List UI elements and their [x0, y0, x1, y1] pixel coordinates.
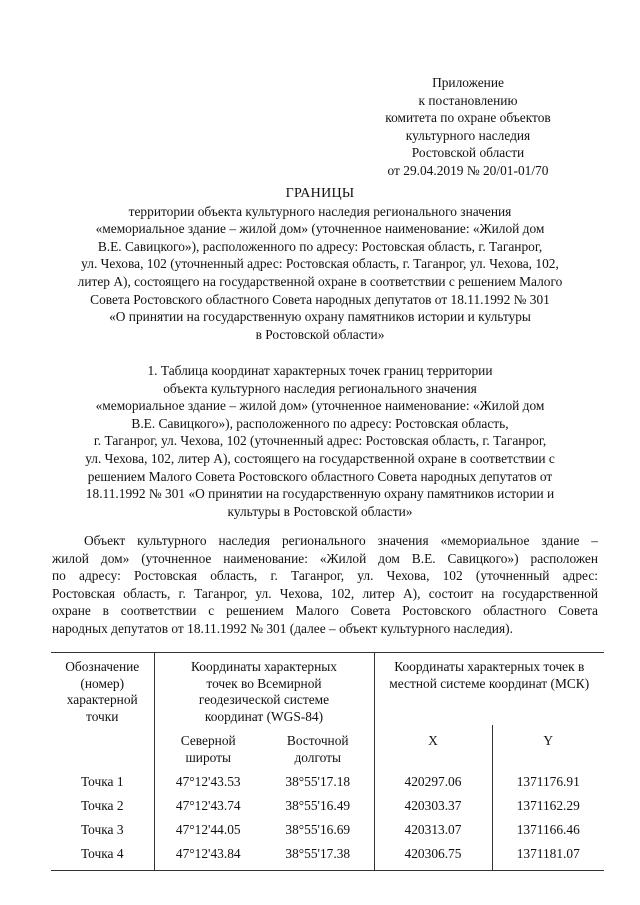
section-line: 1. Таблица координат характерных точек границ территории — [147, 363, 493, 378]
subheader-x: X — [428, 733, 438, 748]
subheader-y-cell — [492, 725, 604, 774]
paragraph-line: народных депутатов от 18.11.1992 № 301 (далее – объект культурного наследия). — [52, 620, 513, 636]
subheader-x-cell — [374, 725, 492, 774]
section-line: 18.11.1992 № 301 «О принятии на государственную охрану памятников истории и — [85, 486, 555, 502]
table-row — [51, 798, 604, 822]
y-cell: 1371176.91 — [516, 774, 580, 789]
table-row — [51, 822, 604, 846]
x-cell: 420297.06 — [374, 774, 492, 798]
appendix-line: от 29.04.2019 № 20/01-01/70 — [387, 162, 549, 178]
east-cell: 38°55'16.69 — [262, 822, 374, 846]
east-cell: 38°55'17.18 — [262, 774, 374, 798]
title-line: литер А), состоящего на государственной охране в соответствии с решением Малого — [77, 273, 563, 289]
header-msk-line: местной системе координат (МСК) — [389, 675, 590, 691]
section-line: В.Е. Савицкого»), расположенного по адресу: Ростовская область, — [131, 415, 509, 431]
y-cell: 1371162.29 — [516, 798, 580, 813]
title-line: Совета Ростовского областного Совета народных депутатов от 18.11.1992 № 301 — [90, 291, 550, 307]
paragraph-line: жилой дом» (уточненное наименование: «Жилой дом В.Е. Савицкого») расположен — [52, 550, 598, 566]
paragraph-line: Ростовская область, г. Таганрог, ул. Чехова, 102, литер А), состоит на государственной — [52, 585, 598, 601]
appendix-line: комитета по охране объектов — [385, 110, 551, 126]
appendix-header — [348, 74, 588, 180]
section-heading — [40, 362, 600, 520]
header-point-line: характерной — [66, 692, 138, 707]
title-line: ул. Чехова, 102 (уточненный адрес: Ростовская область, г. Таганрог, ул. Чехова, 102, — [81, 256, 559, 272]
paragraph-line: по адресу: Ростовская область, г. Таганрог, ул. Чехова, 102 (уточненный адрес: — [52, 568, 598, 584]
header-wgs-line: Координаты характерных — [191, 659, 337, 674]
section-line: ул. Чехова, 102, литер А), состоящего на государственной охране в соответствии с — [85, 450, 555, 466]
header-wgs-line: геодезической системе — [198, 692, 330, 707]
subheader-north-cell — [154, 725, 262, 774]
section-line: объекта культурного наследия регионального значения — [163, 380, 477, 396]
appendix-line: Ростовской области — [411, 145, 525, 161]
header-point-line: Обозначение — [65, 659, 140, 674]
x-cell: 420306.75 — [374, 846, 492, 871]
header-point-cell — [51, 653, 154, 726]
title-line: территории объекта культурного наследия регионального значения — [128, 203, 512, 219]
appendix-line: культурного наследия — [405, 127, 531, 143]
description-paragraph — [52, 532, 598, 638]
paragraph-line: охране в соответствии с решением Малого Совета Ростовского областного Совета — [52, 603, 598, 619]
header-point-line: точки — [86, 708, 119, 724]
x-cell: 420313.07 — [374, 822, 492, 846]
header-wgs-line: координат (WGS-84) — [204, 708, 324, 724]
paragraph-line: Объект культурного наследия регионального значения «мемориальное здание – — [84, 533, 598, 548]
subheader-east-line: Восточной — [286, 733, 349, 748]
table-row — [51, 774, 604, 798]
title-line: «О принятии на государственную охрану памятников истории и культуры — [109, 309, 531, 325]
subheader-empty-cell — [51, 725, 154, 774]
north-cell: 47°12'43.53 — [175, 774, 241, 789]
title-line: «мемориальное здание – жилой дом» (уточненное наименование: «Жилой дом — [95, 221, 545, 237]
header-wgs-line: точек во Всемирной — [206, 675, 322, 691]
subheader-north-line: широты — [185, 749, 232, 765]
appendix-line: к постановлению — [418, 92, 518, 108]
point-cell: Точка 2 — [51, 798, 154, 822]
header-point-line: (номер) — [80, 675, 125, 691]
point-cell: Точка 4 — [51, 846, 154, 871]
east-cell: 38°55'16.49 — [262, 798, 374, 822]
section-line: культуры в Ростовской области» — [227, 503, 413, 519]
title-heading: ГРАНИЦЫ — [285, 186, 355, 201]
coordinates-table — [51, 652, 604, 871]
header-wgs-cell — [154, 653, 374, 726]
subheader-north-line: Северной — [180, 733, 236, 748]
east-cell: 38°55'17.38 — [262, 846, 374, 871]
north-cell: 47°12'43.84 — [154, 846, 262, 871]
header-msk-cell — [374, 653, 604, 726]
north-cell: 47°12'43.74 — [175, 798, 241, 813]
table-row — [51, 846, 604, 871]
point-cell: Точка 3 — [51, 822, 154, 846]
document-title — [40, 185, 600, 343]
point-cell: Точка 1 — [51, 774, 154, 798]
x-cell: 420303.37 — [374, 798, 492, 822]
title-line: В.Е. Савицкого»), расположенного по адресу: Ростовская область, г. Таганрог, — [97, 238, 543, 254]
section-line: «мемориальное здание – жилой дом» (уточненное наименование: «Жилой дом — [95, 398, 545, 414]
subheader-y: Y — [543, 733, 554, 748]
subheader-east-line: долготы — [294, 749, 342, 765]
title-line: в Ростовской области» — [255, 326, 385, 342]
y-cell: 1371181.07 — [492, 846, 604, 871]
north-cell: 47°12'44.05 — [175, 822, 241, 837]
appendix-line: Приложение — [432, 75, 504, 90]
section-line: г. Таганрог, ул. Чехова, 102 (уточненный адрес: Ростовская область, г. Таганрог, — [93, 433, 547, 449]
subheader-east-cell — [262, 725, 374, 774]
header-msk-line: Координаты характерных точек в — [394, 659, 585, 674]
y-cell: 1371166.46 — [516, 822, 580, 837]
section-line: решением Малого Совета Ростовского областного Совета народных депутатов от — [87, 468, 553, 484]
